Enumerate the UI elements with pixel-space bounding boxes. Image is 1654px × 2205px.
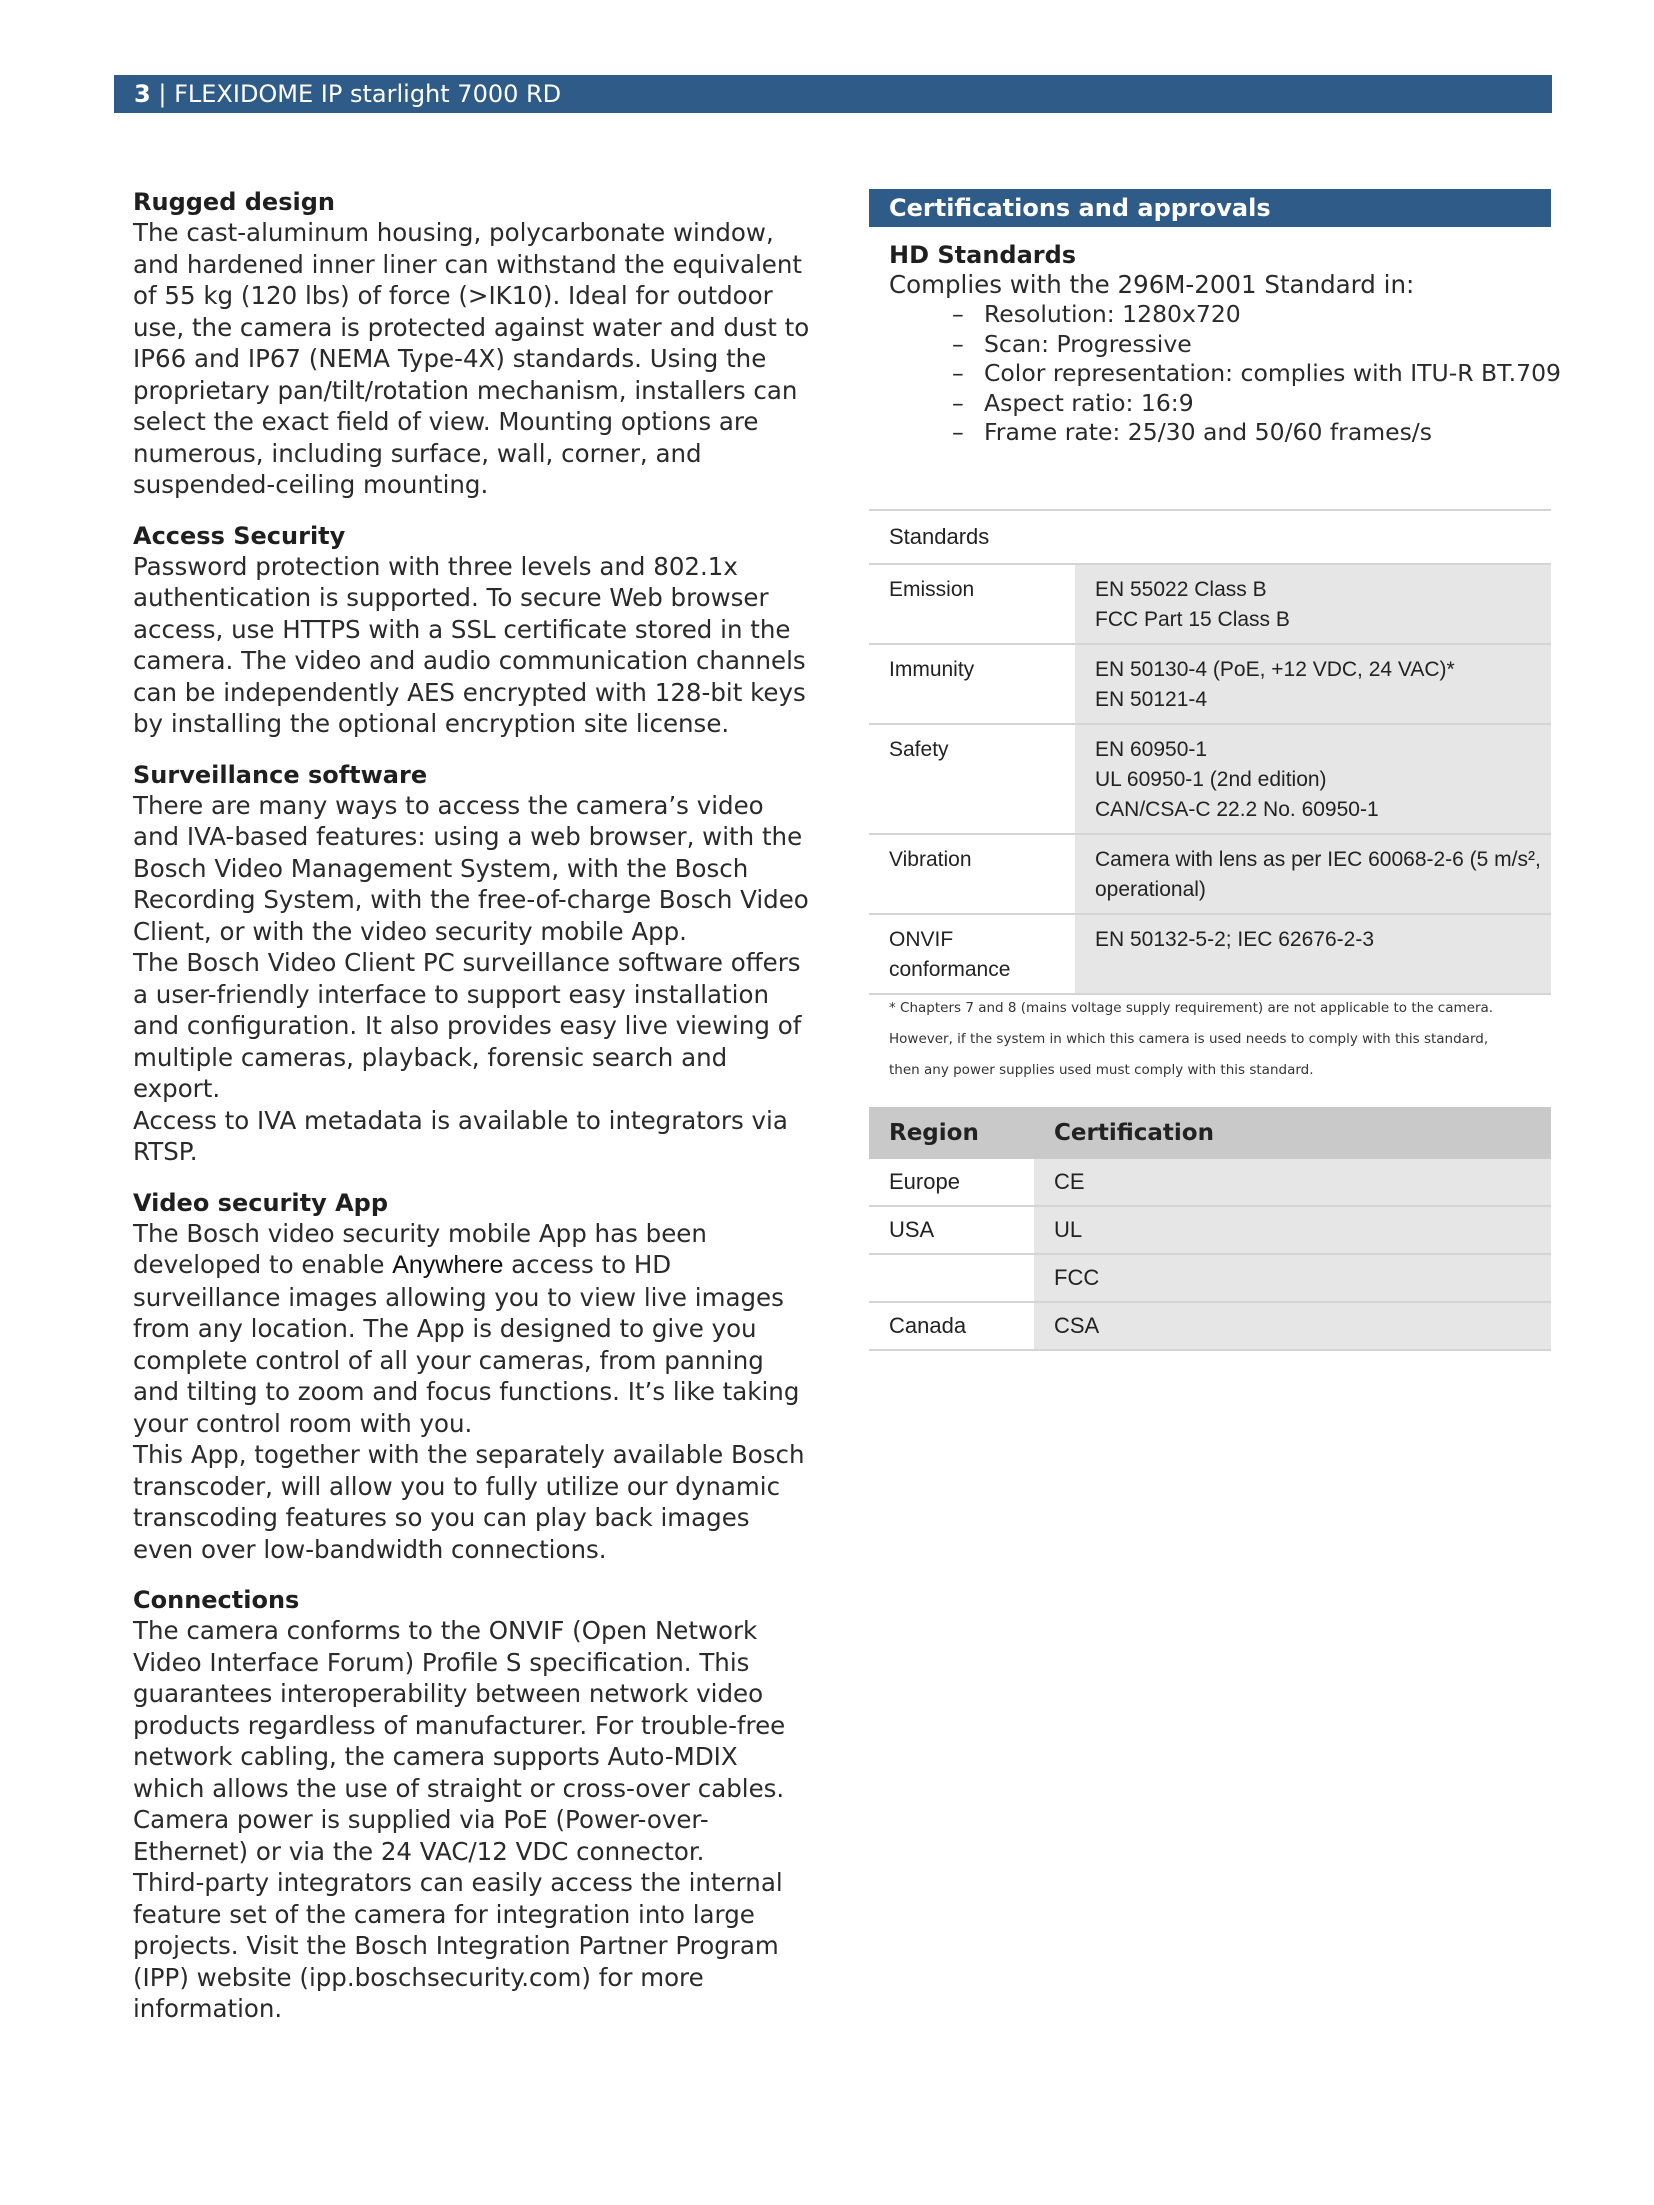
section-body: Password protection with three levels and 802.1x authentication is supported. To secure Web browser access, use HTTPS with a SSL certificate stored in the camera. The video and audio communication channels can be independently AES encrypted with 128-bit keys by installing the optional encryption site license. bbox=[133, 551, 806, 738]
section-body bbox=[133, 1218, 813, 1440]
value-line: CAN/CSA-C 22.2 No. 60950-1 bbox=[1095, 798, 1379, 821]
row-value bbox=[1075, 564, 1551, 644]
region-certification-table bbox=[869, 1107, 1551, 1351]
section-title: Rugged design bbox=[133, 188, 335, 216]
list-item: – Frame rate: 25/30 and 50/60 frames/s bbox=[952, 418, 1551, 448]
label-line: ONVIF bbox=[889, 928, 954, 951]
list-item: – Scan: Progressive bbox=[952, 330, 1551, 360]
region-cell: Europe bbox=[869, 1159, 1034, 1206]
section-access-security bbox=[133, 521, 813, 740]
section-body: Third-party integrators can easily access the internal feature set of the camera for integration into large projects. Visit the Bosch Integration Partner Program (IPP) website (ipp.boschsecurity.com) for more information. bbox=[133, 1868, 783, 2023]
emphasis-anywhere: Anywhere bbox=[392, 1251, 504, 1279]
row-value bbox=[1075, 914, 1551, 994]
row-label: Safety bbox=[869, 724, 1075, 834]
row-label: Emission bbox=[869, 564, 1075, 644]
footnote-line: However, if the system in which this camera is used needs to comply with this standard, bbox=[889, 1031, 1489, 1047]
standards-table bbox=[869, 509, 1551, 995]
section-surveillance-software bbox=[133, 760, 813, 1168]
certifications-heading: Certifications and approvals bbox=[869, 189, 1551, 227]
section-body: The Bosch Video Client PC surveillance software offers a user-friendly interface to support easy installation and configuration. It also provides easy live viewing of multiple cameras, playback, forensic search and export. bbox=[133, 948, 802, 1103]
hd-standards-list bbox=[889, 300, 1562, 448]
table-header-row bbox=[869, 510, 1551, 564]
row-label: Immunity bbox=[869, 644, 1075, 724]
section-rugged-design bbox=[133, 187, 813, 501]
standards-footnote bbox=[889, 993, 1559, 1086]
table-row bbox=[869, 644, 1551, 724]
footnote-line: then any power supplies used must comply with this standard. bbox=[889, 1062, 1314, 1078]
table-row bbox=[869, 1254, 1551, 1302]
value-line: EN 60950-1 bbox=[1095, 738, 1208, 761]
list-item: – Color representation: complies with ITU-R BT.709 bbox=[952, 359, 1551, 389]
value-line: operational) bbox=[1095, 878, 1206, 901]
section-body: This App, together with the separately available Bosch transcoder, will allow you to fully utilize our dynamic transcoding features so you can play back images even over low-bandwidth connections. bbox=[133, 1440, 805, 1564]
table-row bbox=[869, 724, 1551, 834]
page-header bbox=[114, 75, 1552, 113]
hd-standards-block bbox=[869, 240, 1562, 448]
value-line: EN 50132-5-2; IEC 62676-2-3 bbox=[1095, 928, 1374, 951]
section-title: Video security App bbox=[133, 1188, 389, 1217]
table-row bbox=[869, 834, 1551, 914]
value-line: Camera with lens as per IEC 60068-2-6 (5 m/s², bbox=[1095, 848, 1541, 871]
column-header-region: Region bbox=[869, 1107, 1034, 1159]
section-body: Camera power is supplied via PoE (Power-over-Ethernet) or via the 24 VAC/12 VDC connector. bbox=[133, 1805, 709, 1866]
column-header-certification: Certification bbox=[1034, 1107, 1551, 1159]
value-line: UL 60950-1 (2nd edition) bbox=[1095, 768, 1327, 791]
value-line: EN 50130-4 (PoE, +12 VDC, 24 VAC)* bbox=[1095, 658, 1455, 681]
certification-cell: CE bbox=[1034, 1159, 1551, 1206]
section-body: There are many ways to access the camera’s video and IVA-based features: using a web browser, with the Bosch Video Management System, with the Bosch Recording System, with the free-of-charge Bosch Video Client, or with the video security mobile App. bbox=[133, 790, 809, 946]
value-line: EN 55022 Class B bbox=[1095, 578, 1267, 601]
section-connections bbox=[133, 1585, 813, 2025]
value-line: EN 50121-4 bbox=[1095, 688, 1208, 711]
certification-cell: FCC bbox=[1034, 1254, 1551, 1302]
section-title: Surveillance software bbox=[133, 760, 428, 789]
row-value bbox=[1075, 724, 1551, 834]
header-separator: | bbox=[158, 80, 167, 108]
section-body: The cast-aluminum housing, polycarbonate window, and hardened inner liner can withstand the equivalent of 55 kg (120 lbs) of force (>IK10). Ideal for outdoor use, the camera is protected against water and dust to IP66 and IP67 (NEMA Type-4X) standards. Using the proprietary pan/tilt/rotation mechanism, installers can select the exact field of view. Mounting options are numerous, including surface, wall, corner, and suspended-ceiling mounting. bbox=[133, 218, 810, 499]
section-body: Access to IVA metadata is available to integrators via RTSP. bbox=[133, 1105, 788, 1166]
footnote-line: * Chapters 7 and 8 (mains voltage supply requirement) are not applicable to the camera. bbox=[889, 1000, 1494, 1016]
hd-standards-intro: Complies with the 296M-2001 Standard in: bbox=[889, 270, 1415, 299]
page-number: 3 bbox=[134, 80, 151, 108]
region-cell: Canada bbox=[869, 1302, 1034, 1350]
row-label bbox=[869, 914, 1075, 994]
value-line: FCC Part 15 Class B bbox=[1095, 608, 1290, 631]
table-row bbox=[869, 1206, 1551, 1254]
row-label: Vibration bbox=[869, 834, 1075, 914]
certification-cell: CSA bbox=[1034, 1302, 1551, 1350]
table-row bbox=[869, 1302, 1551, 1350]
region-cell: USA bbox=[869, 1206, 1034, 1254]
section-video-security-app bbox=[133, 1188, 813, 1566]
hd-standards-title: HD Standards bbox=[889, 241, 1077, 269]
left-column bbox=[133, 187, 813, 2045]
row-value bbox=[1075, 834, 1551, 914]
list-item: – Resolution: 1280x720 bbox=[952, 300, 1551, 330]
table-row bbox=[869, 914, 1551, 994]
text-run: The Bosch video security mobile App has been developed to enable bbox=[133, 1218, 707, 1279]
table-row bbox=[869, 564, 1551, 644]
right-column bbox=[869, 189, 1562, 1338]
certification-cell: UL bbox=[1034, 1206, 1551, 1254]
label-line: conformance bbox=[889, 958, 1011, 981]
document-title: FLEXIDOME IP starlight 7000 RD bbox=[174, 80, 562, 108]
table-row bbox=[869, 1159, 1551, 1206]
table-header-row bbox=[869, 1107, 1551, 1159]
region-cell bbox=[869, 1254, 1034, 1302]
text-run: access to HD surveillance images allowing you to view live images from any location. The App is designed to give you complete control of all your cameras, from panning and tilting to zoom and focus functions. It’s like taking your control room with you. bbox=[133, 1250, 800, 1438]
section-body: The camera conforms to the ONVIF (Open Network Video Interface Forum) Profile S specification. This guarantees interoperability between network video products regardless of manufacturer. For trouble-free network cabling, the camera supports Auto-MDIX which allows the use of straight or cross-over cables. bbox=[133, 1616, 786, 1803]
list-item: – Aspect ratio: 16:9 bbox=[952, 389, 1551, 419]
section-title: Connections bbox=[133, 1586, 300, 1614]
standards-header: Standards bbox=[869, 510, 1551, 564]
row-value bbox=[1075, 644, 1551, 724]
section-title: Access Security bbox=[133, 521, 346, 550]
